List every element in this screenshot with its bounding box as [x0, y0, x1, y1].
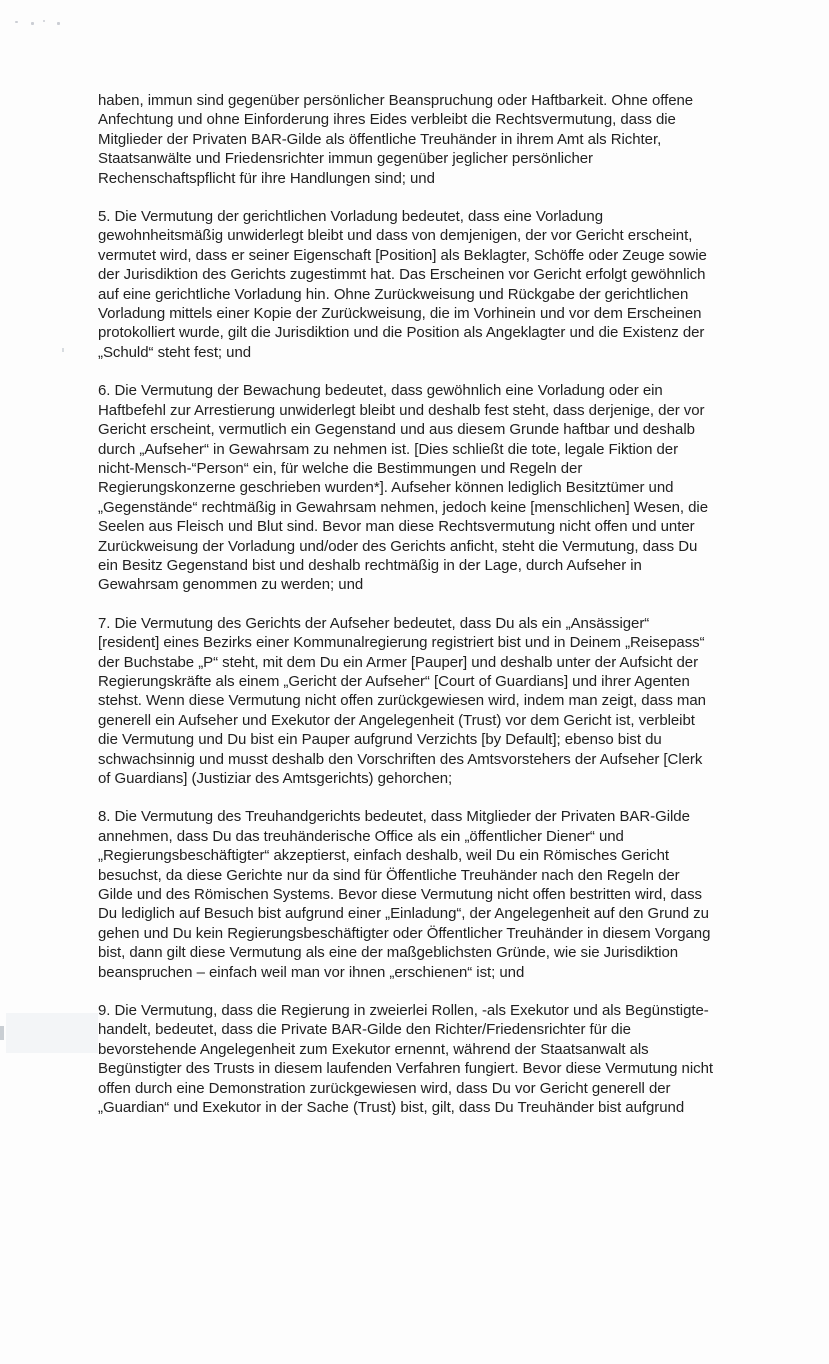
scan-speckle [31, 22, 34, 25]
paragraph-5: 5. Die Vermutung der gerichtlichen Vorladung bedeutet, dass eine Vorladung gewohnheitsmäßig unwiderlegt bleibt und dass von demjenigen, der vor Gericht erscheint, vermutet wird, dass er seiner Eigenschaft [Position] als Beklagter, Schöffe oder Zeuge sowie der Jurisdiktion des Gerichts zugestimmt hat. Das Erscheinen vor Gericht erfolgt gewöhnlich auf eine gerichtliche Vorladung hin. Ohne Zurückweisung und Rückgabe der gerichtlichen Vorladung mittels einer Kopie der Zurückweisung, die im Vorhinein und vor dem Erscheinen protokolliert wurde, gilt die Jurisdiktion und die Position als Angeklagter und die Existenz der „Schuld“ steht fest; und [98, 208, 707, 361]
scan-shadow [0, 1026, 4, 1040]
paragraph-9: 9. Die Vermutung, dass die Regierung in zweierlei Rollen, -als Exekutor und als Begünstigte- handelt, bedeutet, dass die Private BAR-Gilde den Richter/Friedensrichter für die bevorstehende Angelegenheit zum Exekutor ernennt, während der Staatsanwalt als Begünstigter des Trusts in diesem laufenden Verfahren fungiert. Bevor diese Vermutung nicht offen durch eine Demonstration zurückgewiesen wird, dass Du vor Gericht generell der „Guardian“ und Exekutor in der Sache (Trust) bist, gilt, dass Du Treuhänder bist aufgrund [98, 1002, 713, 1117]
paragraph-4-continuation: haben, immun sind gegenüber persönlicher Beanspruchung oder Haftbarkeit. Ohne offene Anfechtung und ohne Einforderung ihres Eides verbleibt die Rechtsvermutung, dass die Mitglieder der Privaten BAR-Gilde als öffentliche Treuhänder in ihrem Amt als Richter, Staatsanwälte und Friedensrichter immun gegenüber jeglicher persönlicher Rechenschaftspflicht für ihre Handlungen sind; und [98, 92, 694, 187]
paragraph-7: 7. Die Vermutung des Gerichts der Aufseher bedeutet, dass Du als ein „Ansässiger“ [resident] eines Bezirks einer Kommunalregierung registriert bist und in Deinem „Reisepass“ der Buchstabe „P“ steht, mit dem Du ein Armer [Pauper] und deshalb unter der Aufsicht der Regierungskräfte als einem „Gericht der Aufseher“ [Court of Guardians] und ihrer Agenten stehst. Wenn diese Vermutung nicht offen zurückgewiesen wird, indem man zeigt, dass man generell ein Aufseher und Exekutor der Angelegenheit (Trust) vor dem Gericht ist, verbleibt die Vermutung und Du bist ein Pauper aufgrund Verzichts [by Default]; ebenso bist du schwachsinnig und musst deshalb den Vorschriften des Amtsvorstehers der Aufseher [Clerk of Guardians] (Justiziar des Amtsgerichts) gehorchen; [98, 614, 706, 787]
scan-speckle [43, 20, 45, 22]
scan-speckle [62, 348, 64, 352]
paragraph-6: 6. Die Vermutung der Bewachung bedeutet, dass gewöhnlich eine Vorladung oder ein Haftbefehl zur Arrestierung unwiderlegt bleibt und deshalb fest steht, dass derjenige, der vor Gericht erscheint, vermutlich ein Gegenstand und aus diesem Grunde haftbar und deshalb durch „Aufseher“ in Gewahrsam zu nehmen ist. [Dies schließt die tote, legale Fiktion der nicht-Mensch-“Person“ ein, für welche die Bestimmungen und Regeln der Regierungskonzerne geschrieben wurden*]. Aufseher können lediglich Besitztümer und „Gegenstände“ rechtmäßig in Gewahrsam nehmen, jedoch keine [menschlichen] Wesen, die Seelen aus Fleisch und Blut sind. Bevor man diese Rechtsvermutung nicht offen und unter Zurückweisung der Vorladung und/oder des Gerichts anficht, steht die Vermutung, dass Du ein Besitz Gegenstand bist und deshalb rechtmäßig in der Lage, durch Aufseher in Gewahrsam genommen zu werden; und [98, 382, 709, 594]
scan-speckle [15, 21, 18, 23]
scan-speckle [57, 22, 60, 25]
scan-shadow [6, 1013, 98, 1053]
paragraph-8: 8. Die Vermutung des Treuhandgerichts bedeutet, dass Mitglieder der Privaten BAR-Gilde annehmen, dass Du das treuhänderische Office als ein „öffentlicher Diener“ und „Regierungsbeschäftigter“ akzeptierst, einfach deshalb, weil Du ein Römisches Gericht besuchst, da diese Gerichte nur da sind für Öffentliche Treuhänder nach den Regeln der Gilde und des Römischen Systems. Bevor diese Vermutung nicht offen bestritten wird, dass Du lediglich auf Besuch bist aufgrund einer „Einladung“, der Angelegenheit auf den Grund zu gehen und Du kein Regierungsbeschäftigter oder Öffentlicher Treuhänder in diesem Vorgang bist, dann gilt diese Vermutung als eine der maßgeblichsten Gründe, wie sie Jurisdiktion beanspruchen – einfach weil man vor ihnen „erschienen“ ist; und [98, 808, 711, 981]
text-block [98, 91, 714, 1137]
